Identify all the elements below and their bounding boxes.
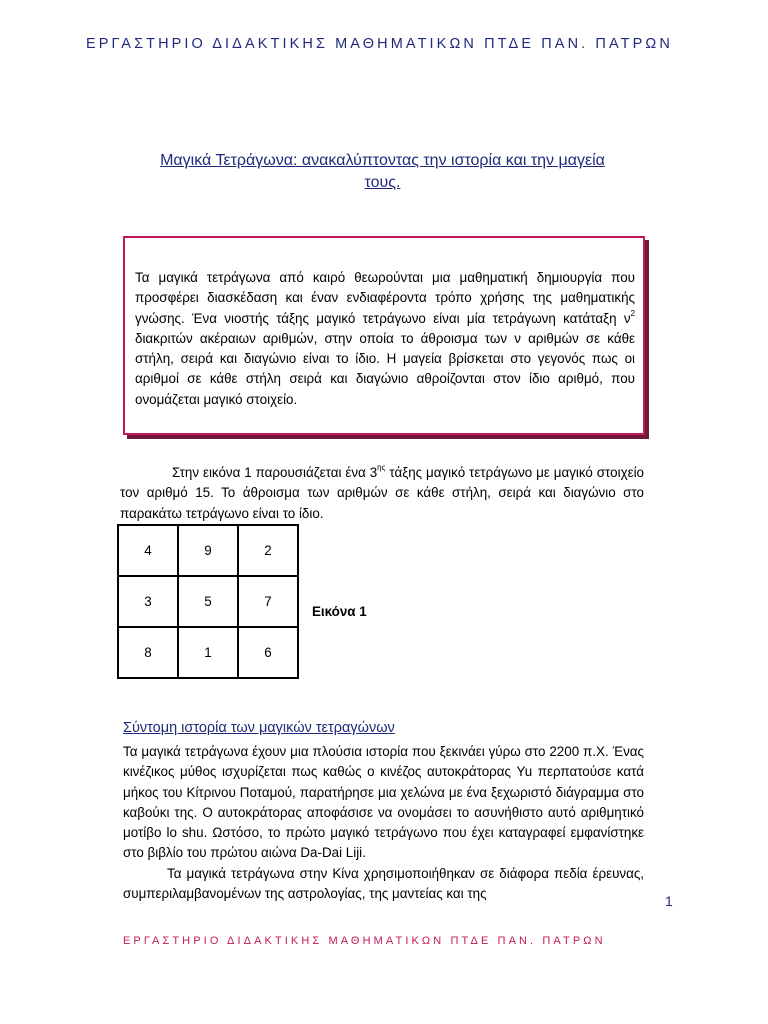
figure-caption: Εικόνα 1	[312, 604, 367, 619]
magic-square-cell: 9	[178, 525, 238, 576]
title-line-2: τους.	[364, 174, 401, 191]
history-paragraph-2	[123, 864, 644, 905]
document-title	[110, 150, 655, 194]
magic-square-cell: 6	[238, 627, 298, 678]
magic-square-cell: 7	[238, 576, 298, 627]
section-heading: Σύντομη ιστορία των μαγικών τετραγώνων	[123, 720, 395, 736]
magic-square-table	[117, 524, 299, 679]
page-footer: ΕΡΓΑΣΤΗΡΙΟ ΔΙΔΑΚΤΙΚΗΣ ΜΑΘΗΜΑΤΙΚΩΝ ΠΤΔΕ ΠΑΝ. ΠΑΤΡΩΝ	[123, 935, 606, 947]
history-paragraph-1: Τα μαγικά τετράγωνα έχουν μια πλούσια ιστορία που ξεκινάει γύρω στο 2200 π.Χ. Ένας κινέζικος μύθος ισχυρίζεται πως καθώς ο κινέζος αυτοκράτορας Yu περπατούσε κατά μήκος του Κίτρινου Ποταμού, παρατήρησε μια χελώνα με ένα ξεχωριστό διάγραμμα στο καβούκι της. Ο αυτοκράτορας αποφάσισε να ονομάσει το ασυνήθιστο αυτό αριθμητικό μοτίβο lo shu. Ωστόσο, το πρώτο μαγικό τετράγωνο που έχει καταγραφεί εμφανίστηκε στο βιβλίο του πρώτου αιώνα Da-Dai Liji.	[123, 744, 644, 861]
history-body	[123, 742, 644, 904]
magic-square-row	[118, 576, 298, 627]
magic-square-cell: 4	[118, 525, 178, 576]
title-line-1: Μαγικά Τετράγωνα: ανακαλύπτοντας την ιστορία και την μαγεία	[160, 152, 605, 169]
magic-square-cell: 1	[178, 627, 238, 678]
figure-intro-superscript: ης	[377, 463, 386, 472]
intro-box	[123, 236, 645, 435]
page-header: ΕΡΓΑΣΤΗΡΙΟ ΔΙΔΑΚΤΙΚΗΣ ΜΑΘΗΜΑΤΙΚΩΝ ΠΤΔΕ ΠΑΝ. ΠΑΤΡΩΝ	[86, 36, 673, 52]
figure-intro-part-1: Στην εικόνα 1 παρουσιάζεται ένα 3	[172, 465, 378, 480]
magic-square-cell: 8	[118, 627, 178, 678]
history-paragraph-2-text: Τα μαγικά τετράγωνα στην Κίνα χρησιμοποιήθηκαν σε διάφορα πεδία έρευνας, συμπεριλαμβανομένων της αστρολογίας, της μαντείας και της	[123, 865, 644, 902]
magic-square-cell: 2	[238, 525, 298, 576]
figure-intro-paragraph	[120, 463, 644, 524]
page-number: 1	[665, 893, 673, 909]
intro-text-part-1: Τα μαγικά τετράγωνα από καιρό θεωρούνται μια μαθηματική δημιουργία που προσφέρει διασκέδαση και έναν ενδιαφέροντα τρόπο χρήσης της μαθηματικής γνώσης. Ένα νιοστής τάξης μαγικό τετράγωνο είναι μία τετράγωνη κατάταξη ν	[135, 270, 635, 326]
figure-intro-part-2: τάξης μαγικό τετράγωνο με μαγικό στοιχείο τον αριθμό 15. Το άθροισμα των αριθμών σε κάθε στήλη, σειρά και διαγώνιο στο παρακάτω τετράγωνο είναι το ίδιο.	[120, 465, 644, 521]
magic-square-row	[118, 627, 298, 678]
intro-superscript: 2	[630, 308, 635, 318]
magic-square-cell: 5	[178, 576, 238, 627]
intro-text-part-2: διακριτών ακέραιων αριθμών, στην οποία το άθροισμα των ν αριθμών σε κάθε στήλη, σειρά και διαγώνιο είναι το ίδιο. Η μαγεία βρίσκεται στο γεγονός πως οι αριθμοί σε κάθε στήλη σειρά και διαγώνιο αθροίζονται στον ίδιο αριθμό, που ονομάζεται μαγικό στοιχείο.	[135, 330, 635, 407]
magic-square-row	[118, 525, 298, 576]
magic-square-cell: 3	[118, 576, 178, 627]
intro-text	[135, 268, 635, 410]
